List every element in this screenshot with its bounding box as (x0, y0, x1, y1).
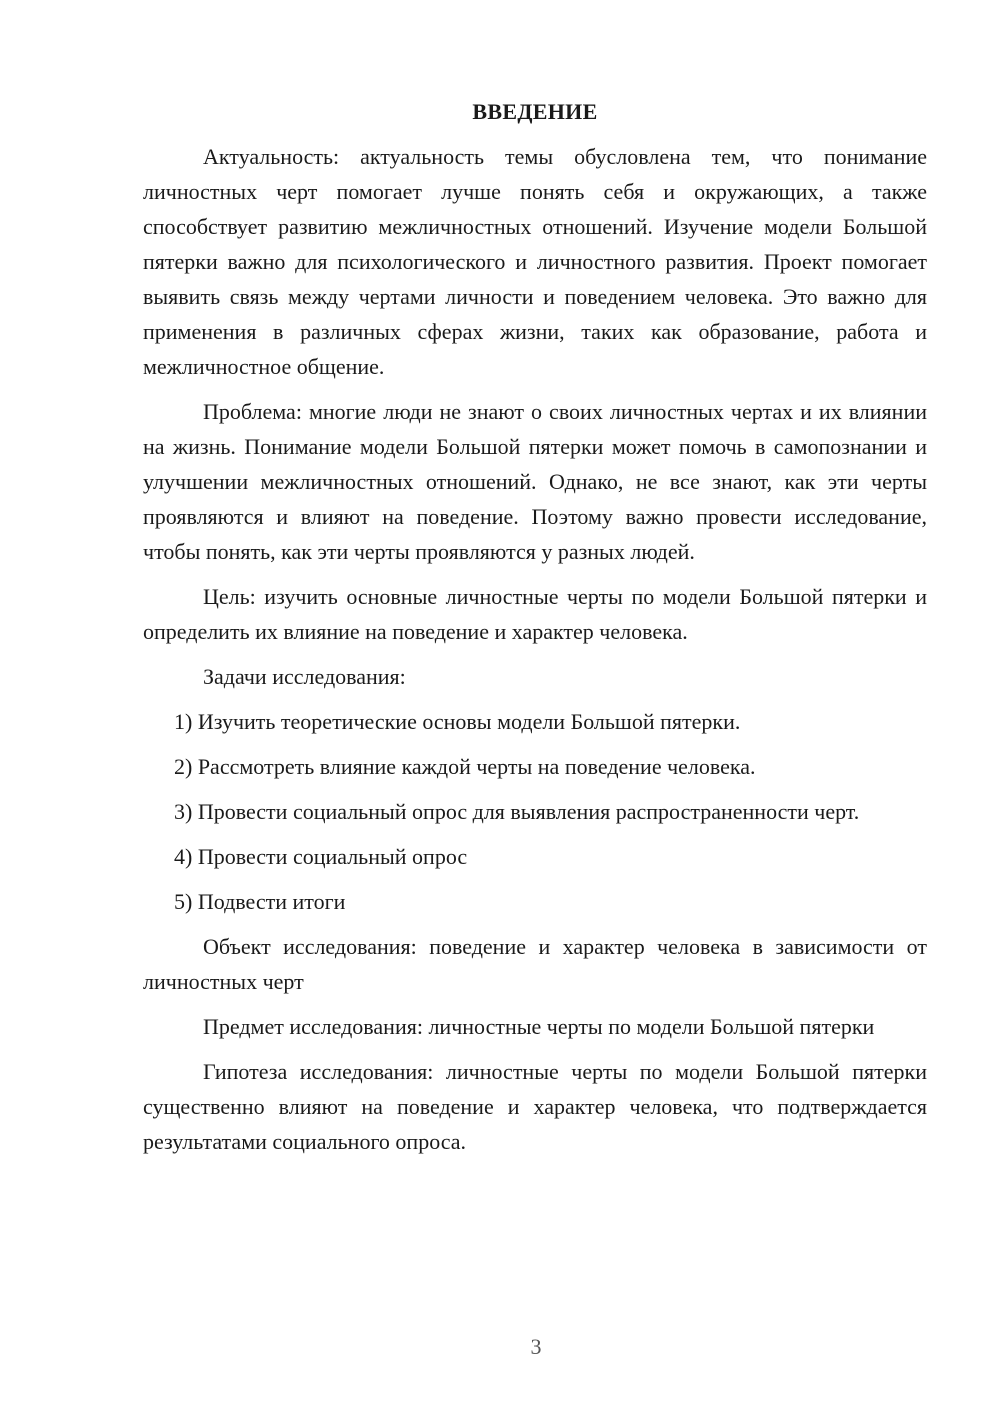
paragraph-goal: Цель: изучить основные личностные черты по модели Большой пятерки и определить их влияние на поведение и характер человека. (143, 584, 927, 644)
paragraph-relevance: Актуальность: актуальность темы обусловлена тем, что понимание личностных черт помогает лучше понять себя и окружающих, а также способствует развитию межличностных отношений. Изучение модели Большой пятерки важно для психологического и личностного развития. Проект помогает выявить связь между чертами личности и поведением человека. Это важно для применения в различных сферах жизни, таких как образование, работа и межличностное общение. (143, 144, 927, 379)
page-number: 3 (530, 1334, 542, 1359)
paragraph-problem: Проблема: многие люди не знают о своих личностных чертах и их влиянии на жизнь. Понимание модели Большой пятерки может помочь в самопознании и улучшении межличностных отношений. Однако, не все знают, как эти черты проявляются и влияют на поведение. Поэтому важно провести исследование, чтобы понять, как эти черты проявляются у разных людей. (143, 399, 927, 564)
section-heading: ВВЕДЕНИЕ (472, 99, 598, 124)
task-item-5: 5) Подвести итоги (174, 889, 346, 914)
task-item-2: 2) Рассмотреть влияние каждой черты на поведение человека. (174, 754, 756, 779)
paragraph-subject: Предмет исследования: личностные черты по модели Большой пятерки (203, 1014, 875, 1039)
paragraph-object: Объект исследования: поведение и характер человека в зависимости от личностных черт (143, 934, 927, 994)
task-item-3: 3) Провести социальный опрос для выявления распространенности черт. (174, 799, 860, 824)
task-item-1: 1) Изучить теоретические основы модели Большой пятерки. (174, 709, 741, 734)
task-item-4: 4) Провести социальный опрос (174, 844, 468, 869)
paragraph-tasks-title: Задачи исследования: (203, 664, 406, 689)
paragraph-hypothesis: Гипотеза исследования: личностные черты по модели Большой пятерки существенно влияют на поведение и характер человека, что подтверждается результатами социального опроса. (143, 1059, 927, 1154)
